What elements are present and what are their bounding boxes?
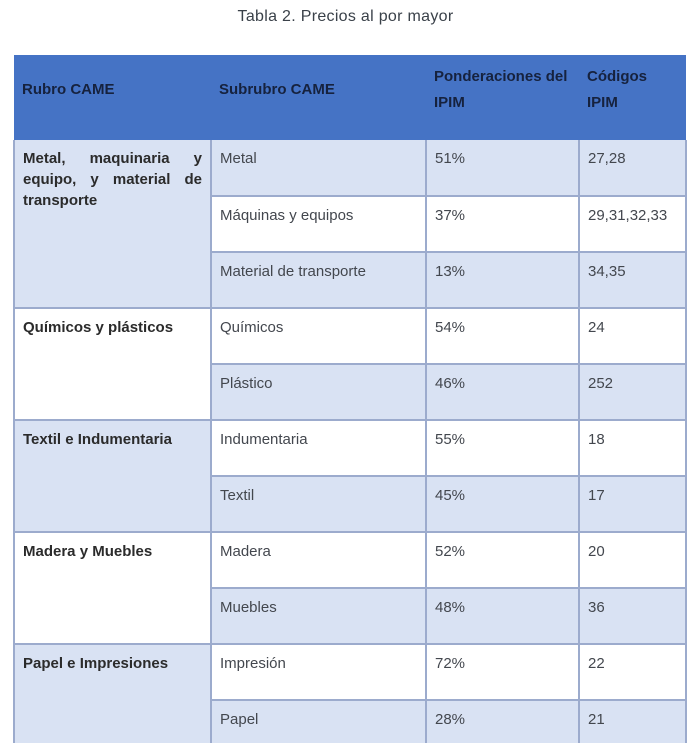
table-row — [14, 308, 686, 364]
ponderacion-cell: 54% — [426, 308, 579, 364]
codigos-cell: 24 — [579, 308, 686, 364]
table-header — [14, 55, 686, 140]
subrubro-cell: Madera — [211, 532, 426, 588]
table-row — [14, 532, 686, 588]
ponderacion-cell: 51% — [426, 140, 579, 196]
rubro-cell: Madera y Muebles — [14, 532, 211, 644]
codigos-cell: 36 — [579, 588, 686, 644]
wholesale-prices-table — [13, 55, 687, 743]
ponderacion-cell: 37% — [426, 196, 579, 252]
ponderacion-cell: 55% — [426, 420, 579, 476]
codigos-cell: 18 — [579, 420, 686, 476]
subrubro-cell: Plástico — [211, 364, 426, 420]
header-row — [14, 55, 686, 140]
subrubro-cell: Metal — [211, 140, 426, 196]
subrubro-cell: Químicos — [211, 308, 426, 364]
rubro-cell: Papel e Impresiones — [14, 644, 211, 743]
ponderacion-cell: 28% — [426, 700, 579, 743]
ponderacion-cell: 46% — [426, 364, 579, 420]
subrubro-cell: Papel — [211, 700, 426, 743]
table-body — [14, 140, 686, 743]
column-header-ponderaciones: Ponderaciones del IPIM — [426, 55, 579, 140]
codigos-cell: 252 — [579, 364, 686, 420]
subrubro-cell: Indumentaria — [211, 420, 426, 476]
rubro-cell: Metal, maquinaria y equipo, y material de transporte — [14, 140, 211, 308]
codigos-cell: 29,31,32,33 — [579, 196, 686, 252]
subrubro-cell: Textil — [211, 476, 426, 532]
column-header-rubro: Rubro CAME — [14, 55, 211, 140]
rubro-cell: Químicos y plásticos — [14, 308, 211, 420]
subrubro-cell: Impresión — [211, 644, 426, 700]
table-title: Tabla 2. Precios al por mayor — [237, 8, 454, 25]
column-header-codigos: Códigos IPIM — [579, 55, 686, 140]
table-row — [14, 140, 686, 196]
codigos-cell: 17 — [579, 476, 686, 532]
table-row — [14, 420, 686, 476]
codigos-cell: 34,35 — [579, 252, 686, 308]
codigos-cell: 20 — [579, 532, 686, 588]
table-row — [14, 644, 686, 700]
codigos-cell: 27,28 — [579, 140, 686, 196]
subrubro-cell: Máquinas y equipos — [211, 196, 426, 252]
ponderacion-cell: 13% — [426, 252, 579, 308]
subrubro-cell: Material de transporte — [211, 252, 426, 308]
subrubro-cell: Muebles — [211, 588, 426, 644]
ponderacion-cell: 48% — [426, 588, 579, 644]
rubro-cell: Textil e Indumentaria — [14, 420, 211, 532]
codigos-cell: 21 — [579, 700, 686, 743]
ponderacion-cell: 52% — [426, 532, 579, 588]
ponderacion-cell: 45% — [426, 476, 579, 532]
codigos-cell: 22 — [579, 644, 686, 700]
ponderacion-cell: 72% — [426, 644, 579, 700]
column-header-subrubro: Subrubro CAME — [211, 55, 426, 140]
